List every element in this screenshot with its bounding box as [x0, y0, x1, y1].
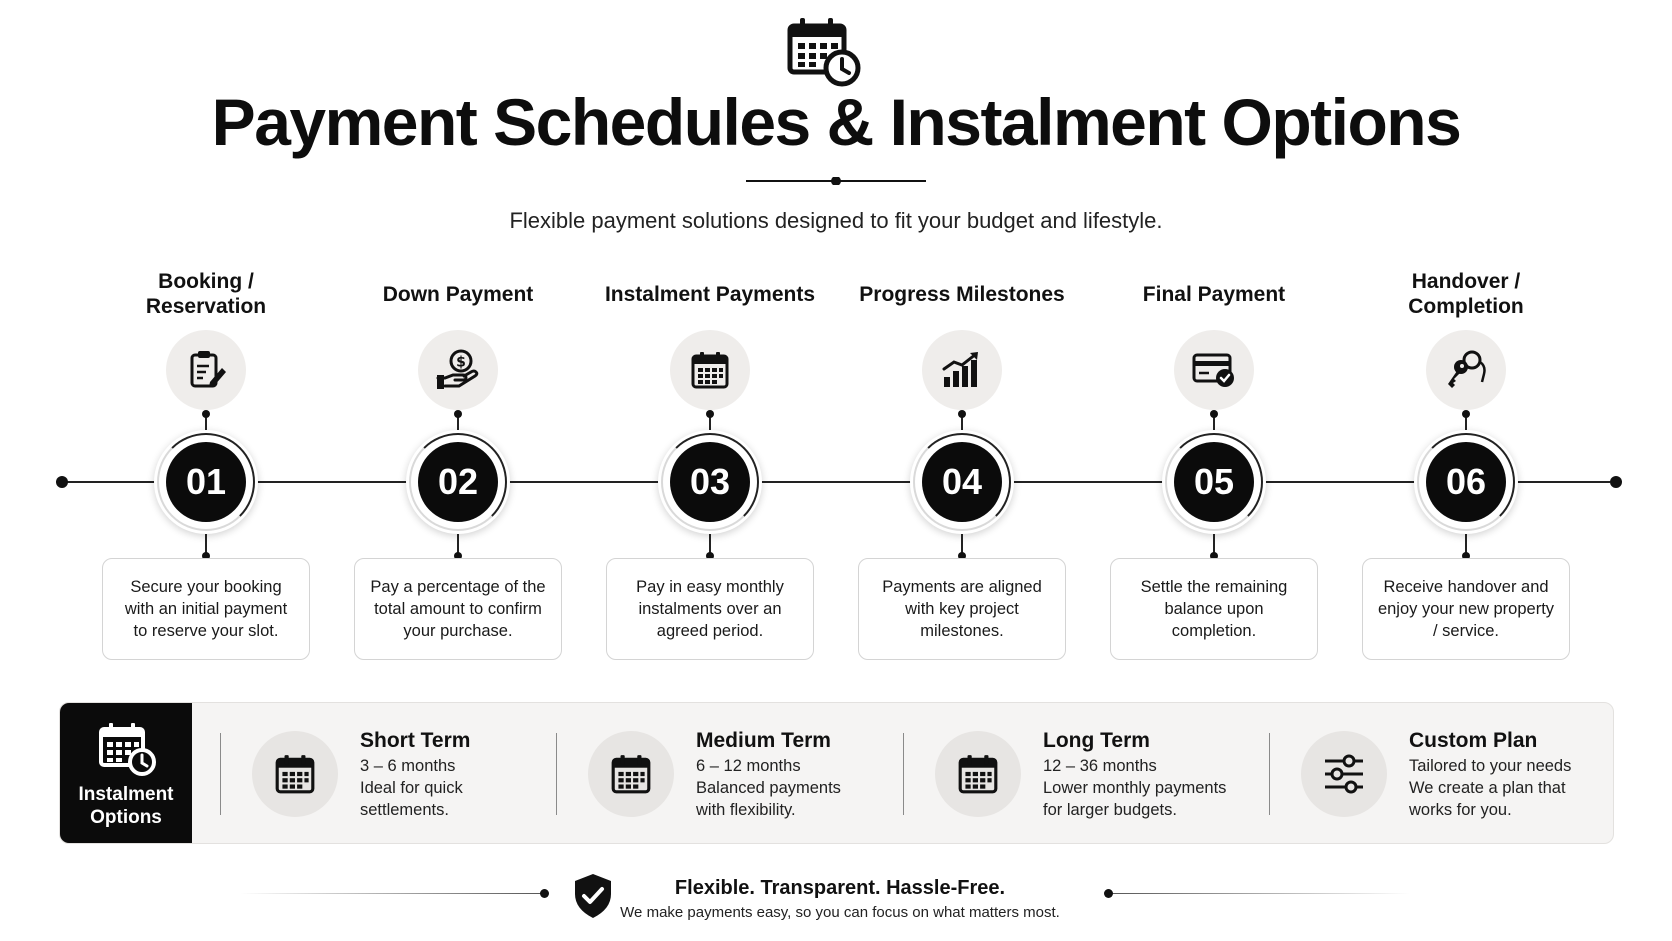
credit-card-check-icon: [1174, 330, 1254, 410]
instalment-options-label: [60, 703, 192, 844]
option-separator: [220, 733, 221, 815]
step-description: Secure your booking with an initial payment to reserve your slot.: [102, 558, 310, 660]
option-desc-line: settlements.: [360, 801, 449, 819]
option-desc-line: We create a plan that: [1409, 779, 1566, 797]
option-separator: [903, 733, 904, 815]
option-title: Medium Term: [696, 729, 831, 752]
timeline-end-dot: [1610, 476, 1622, 488]
sliders-icon: [1301, 731, 1387, 817]
hand-coin-icon: [418, 330, 498, 410]
step-title: Handover / Completion: [1408, 270, 1524, 318]
step-title: Final Payment: [1142, 282, 1286, 306]
step-number: 05: [1174, 442, 1254, 522]
option-title: Short Term: [360, 729, 471, 752]
calendar-icon: [588, 731, 674, 817]
footer-rule-right: [1110, 893, 1410, 894]
timeline-start-dot: [56, 476, 68, 488]
step-number: 01: [166, 442, 246, 522]
calendar-icon: [252, 731, 338, 817]
option-title: Long Term: [1043, 729, 1150, 752]
option-duration: 3 – 6 months: [360, 757, 456, 775]
footer-dot-right: [1104, 889, 1113, 898]
instalment-options-panel: [59, 702, 1614, 844]
step-connector-dot: [1210, 410, 1218, 418]
step-title: Down Payment: [382, 282, 534, 306]
step-description: Payments are aligned with key project milestones.: [858, 558, 1066, 660]
option-desc-line: Balanced payments: [696, 779, 841, 797]
footer-rule-left: [240, 893, 544, 894]
step-connector-dot: [958, 410, 966, 418]
step-connector-dot: [1462, 410, 1470, 418]
calendar-icon: [935, 731, 1021, 817]
option-desc-line: for larger budgets.: [1043, 801, 1177, 819]
step-title: Progress Milestones: [859, 282, 1065, 306]
option-duration: 12 – 36 months: [1043, 757, 1157, 775]
option-desc-line: with flexibility.: [696, 801, 796, 819]
calendar-clock-icon: [786, 16, 862, 88]
footer-title: Flexible. Transparent. Hassle-Free.: [674, 877, 1006, 899]
option-separator: [556, 733, 557, 815]
option-duration: 6 – 12 months: [696, 757, 801, 775]
step-description: Settle the remaining balance upon completion.: [1110, 558, 1318, 660]
calendar-clock-icon: [98, 721, 156, 782]
footer-subtitle: We make payments easy, so you can focus on what matters most.: [620, 904, 1060, 921]
option-desc-line: Ideal for quick: [360, 779, 463, 797]
option-desc-line: Lower monthly payments: [1043, 779, 1227, 797]
step-number: 03: [670, 442, 750, 522]
options-label-text: Instalment Options: [78, 784, 174, 828]
page-subtitle: Flexible payment solutions designed to fit your budget and lifestyle.: [509, 208, 1163, 233]
bar-chart-trend-icon: [922, 330, 1002, 410]
step-title: Instalment Payments: [604, 282, 816, 306]
step-number: 06: [1426, 442, 1506, 522]
step-number: 02: [418, 442, 498, 522]
step-connector-dot: [454, 410, 462, 418]
option-separator: [1269, 733, 1270, 815]
option-duration: Tailored to your needs: [1409, 757, 1572, 775]
footer-dot-left: [540, 889, 549, 898]
step-connector-dot: [706, 410, 714, 418]
step-connector-dot: [202, 410, 210, 418]
timeline-line: [62, 481, 1610, 483]
option-desc-line: works for you.: [1409, 801, 1512, 819]
calendar-icon: [670, 330, 750, 410]
keys-icon: [1426, 330, 1506, 410]
step-description: Pay a percentage of the total amount to confirm your purchase.: [354, 558, 562, 660]
step-title: Booking / Reservation: [145, 270, 267, 318]
title-divider: [746, 180, 926, 183]
clipboard-pen-icon: [166, 330, 246, 410]
option-title: Custom Plan: [1409, 729, 1538, 752]
step-number: 04: [922, 442, 1002, 522]
step-description: Receive handover and enjoy your new property / service.: [1362, 558, 1570, 660]
step-description: Pay in easy monthly instalments over an agreed period.: [606, 558, 814, 660]
svg-text:$: $: [456, 354, 466, 371]
page-title: Payment Schedules & Instalment Options: [211, 85, 1461, 159]
